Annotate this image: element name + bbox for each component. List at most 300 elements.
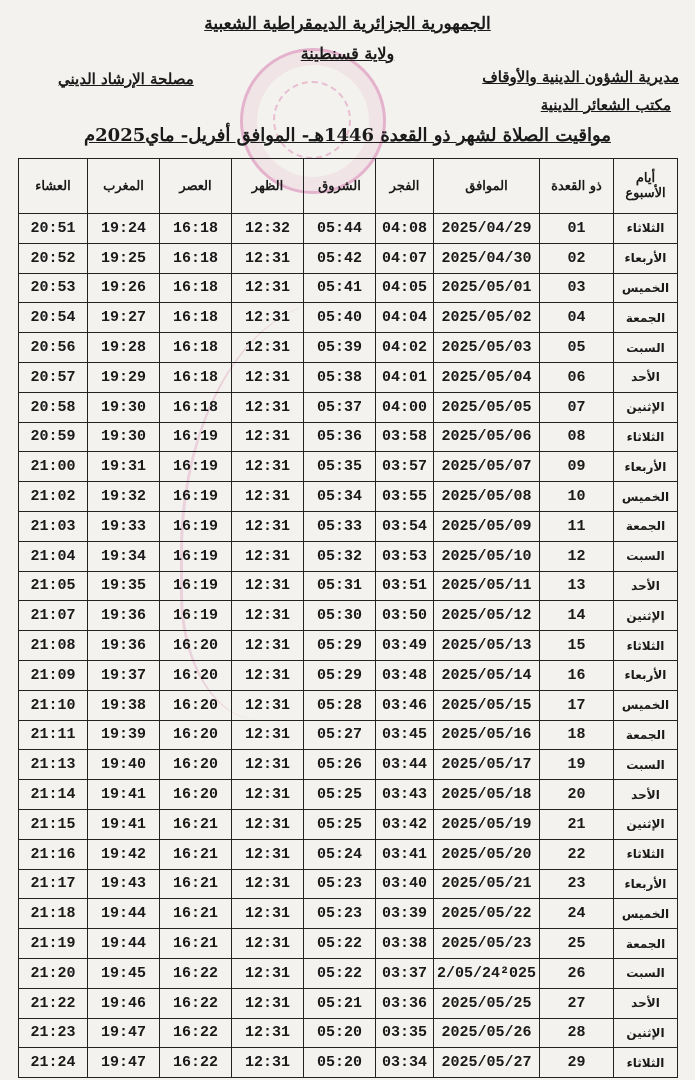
table-cell: 21:09 xyxy=(19,660,88,690)
table-cell: 12:31 xyxy=(232,392,304,422)
table-cell: 21:22 xyxy=(19,988,88,1018)
table-cell: 05:29 xyxy=(304,660,376,690)
table-cell: الخميس xyxy=(614,899,678,929)
table-row xyxy=(19,601,678,631)
table-cell: 2025/05/20 xyxy=(434,839,540,869)
table-cell: 05:37 xyxy=(304,392,376,422)
table-cell: 21:11 xyxy=(19,720,88,750)
table-cell: الإثنين xyxy=(614,392,678,422)
table-cell: 12 xyxy=(540,541,614,571)
table-cell: 16:20 xyxy=(160,780,232,810)
table-cell: الأربعاء xyxy=(614,243,678,273)
table-cell: 19:29 xyxy=(88,362,160,392)
table-cell: 2025/04/29 xyxy=(434,214,540,244)
table-cell: 03:49 xyxy=(376,631,434,661)
table-cell: 16:20 xyxy=(160,720,232,750)
table-cell: 19:26 xyxy=(88,273,160,303)
table-cell: 12:31 xyxy=(232,869,304,899)
table-row xyxy=(19,631,678,661)
table-cell: 19:42 xyxy=(88,839,160,869)
table-cell: 05:26 xyxy=(304,750,376,780)
table-cell: 19:36 xyxy=(88,601,160,631)
table-cell: 16:20 xyxy=(160,690,232,720)
table-cell: 2025/05/23 xyxy=(434,929,540,959)
table-row xyxy=(19,988,678,1018)
table-cell: الجمعة xyxy=(614,720,678,750)
table-cell: 01 xyxy=(540,214,614,244)
table-cell: 2025/05/09 xyxy=(434,511,540,541)
table-row xyxy=(19,750,678,780)
table-cell: 04:08 xyxy=(376,214,434,244)
table-cell: 19:41 xyxy=(88,780,160,810)
table-cell: 20:59 xyxy=(19,422,88,452)
table-cell: الجمعة xyxy=(614,511,678,541)
table-row xyxy=(19,333,678,363)
table-row xyxy=(19,690,678,720)
table-cell: 03:51 xyxy=(376,571,434,601)
table-cell: الإثنين xyxy=(614,601,678,631)
column-header: المغرب xyxy=(88,159,160,214)
table-cell: 2/05/24²025 xyxy=(434,958,540,988)
table-cell: الأحد xyxy=(614,362,678,392)
table-cell: 03:41 xyxy=(376,839,434,869)
column-header: الظهر xyxy=(232,159,304,214)
table-cell: 2025/05/16 xyxy=(434,720,540,750)
table-cell: 04:05 xyxy=(376,273,434,303)
table-cell: 05:22 xyxy=(304,958,376,988)
table-cell: 04 xyxy=(540,303,614,333)
table-cell: 21:24 xyxy=(19,1048,88,1078)
table-cell: 20:56 xyxy=(19,333,88,363)
table-cell: 22 xyxy=(540,839,614,869)
table-cell: 19:30 xyxy=(88,392,160,422)
table-cell: 12:31 xyxy=(232,362,304,392)
table-cell: السبت xyxy=(614,750,678,780)
table-cell: 19:37 xyxy=(88,660,160,690)
table-cell: 12:31 xyxy=(232,720,304,750)
table-cell: 03:37 xyxy=(376,958,434,988)
table-cell: 2025/05/04 xyxy=(434,362,540,392)
table-cell: 16:19 xyxy=(160,571,232,601)
table-cell: 12:31 xyxy=(232,422,304,452)
table-cell: 05:39 xyxy=(304,333,376,363)
table-cell: 05:32 xyxy=(304,541,376,571)
table-cell: 14 xyxy=(540,601,614,631)
table-cell: 2025/05/06 xyxy=(434,422,540,452)
table-cell: 19:41 xyxy=(88,809,160,839)
table-cell: 25 xyxy=(540,929,614,959)
table-cell: 03:45 xyxy=(376,720,434,750)
column-header: العصر xyxy=(160,159,232,214)
table-cell: 12:31 xyxy=(232,511,304,541)
table-cell: 03:36 xyxy=(376,988,434,1018)
table-cell: 05:42 xyxy=(304,243,376,273)
table-row xyxy=(19,780,678,810)
table-cell: 17 xyxy=(540,690,614,720)
table-row xyxy=(19,660,678,690)
table-cell: الإثنين xyxy=(614,809,678,839)
table-cell: 02 xyxy=(540,243,614,273)
table-cell: 05:44 xyxy=(304,214,376,244)
table-row xyxy=(19,958,678,988)
table-cell: 21:04 xyxy=(19,541,88,571)
table-cell: 29 xyxy=(540,1048,614,1078)
table-row xyxy=(19,243,678,273)
table-cell: 03:39 xyxy=(376,899,434,929)
table-cell: 23 xyxy=(540,869,614,899)
table-cell: 2025/05/03 xyxy=(434,333,540,363)
table-cell: 18 xyxy=(540,720,614,750)
table-cell: السبت xyxy=(614,333,678,363)
table-cell: 12:31 xyxy=(232,1048,304,1078)
prayer-times-table xyxy=(18,158,678,1078)
table-cell: 24 xyxy=(540,899,614,929)
table-cell: 16:18 xyxy=(160,243,232,273)
table-cell: 12:31 xyxy=(232,929,304,959)
table-cell: 19:46 xyxy=(88,988,160,1018)
table-cell: 05:28 xyxy=(304,690,376,720)
table-cell: 16:22 xyxy=(160,1048,232,1078)
table-cell: الثلاثاء xyxy=(614,422,678,452)
table-cell: 21 xyxy=(540,809,614,839)
table-cell: 04:01 xyxy=(376,362,434,392)
table-cell: 12:31 xyxy=(232,482,304,512)
table-row xyxy=(19,899,678,929)
table-cell: 03:50 xyxy=(376,601,434,631)
table-cell: 03:34 xyxy=(376,1048,434,1078)
table-cell: 16:18 xyxy=(160,303,232,333)
table-cell: 20:52 xyxy=(19,243,88,273)
table-cell: 19:34 xyxy=(88,541,160,571)
table-cell: 12:31 xyxy=(232,571,304,601)
table-cell: 16:18 xyxy=(160,214,232,244)
table-cell: 12:31 xyxy=(232,780,304,810)
table-cell: 21:20 xyxy=(19,958,88,988)
table-cell: 12:31 xyxy=(232,1018,304,1048)
table-cell: 2025/05/17 xyxy=(434,750,540,780)
table-row xyxy=(19,1018,678,1048)
table-cell: 05:21 xyxy=(304,988,376,1018)
table-cell: 12:31 xyxy=(232,690,304,720)
table-cell: الثلاثاء xyxy=(614,839,678,869)
table-cell: الخميس xyxy=(614,482,678,512)
table-cell: 08 xyxy=(540,422,614,452)
table-cell: 2025/05/14 xyxy=(434,660,540,690)
table-cell: 2025/05/27 xyxy=(434,1048,540,1078)
table-cell: 05:24 xyxy=(304,839,376,869)
table-cell: 05:23 xyxy=(304,899,376,929)
table-cell: الأربعاء xyxy=(614,452,678,482)
table-cell: 16:21 xyxy=(160,899,232,929)
table-cell: 12:31 xyxy=(232,660,304,690)
table-cell: 04:07 xyxy=(376,243,434,273)
table-cell: 26 xyxy=(540,958,614,988)
table-cell: 12:31 xyxy=(232,273,304,303)
table-row xyxy=(19,809,678,839)
table-cell: 20:58 xyxy=(19,392,88,422)
table-cell: 16:20 xyxy=(160,660,232,690)
table-cell: 16:21 xyxy=(160,809,232,839)
table-cell: 2025/05/15 xyxy=(434,690,540,720)
table-cell: 16:22 xyxy=(160,988,232,1018)
table-cell: 07 xyxy=(540,392,614,422)
table-row xyxy=(19,482,678,512)
table-cell: 19:36 xyxy=(88,631,160,661)
table-cell: الثلاثاء xyxy=(614,214,678,244)
table-cell: 05:20 xyxy=(304,1048,376,1078)
table-cell: 21:08 xyxy=(19,631,88,661)
table-cell: 2025/05/25 xyxy=(434,988,540,1018)
table-cell: 21:13 xyxy=(19,750,88,780)
table-cell: 16:20 xyxy=(160,631,232,661)
table-cell: 19:43 xyxy=(88,869,160,899)
table-cell: 21:15 xyxy=(19,809,88,839)
table-cell: 21:02 xyxy=(19,482,88,512)
table-cell: 20 xyxy=(540,780,614,810)
table-row xyxy=(19,214,678,244)
table-row xyxy=(19,541,678,571)
table-cell: 21:05 xyxy=(19,571,88,601)
table-cell: 05 xyxy=(540,333,614,363)
table-cell: 03:46 xyxy=(376,690,434,720)
table-row xyxy=(19,362,678,392)
table-cell: 19:47 xyxy=(88,1018,160,1048)
directorate-label: مديرية الشؤون الدينية والأوقاف xyxy=(482,68,679,86)
table-cell: الأربعاء xyxy=(614,660,678,690)
table-cell: 27 xyxy=(540,988,614,1018)
table-cell: 05:25 xyxy=(304,780,376,810)
table-cell: 03:40 xyxy=(376,869,434,899)
table-cell: 12:31 xyxy=(232,809,304,839)
table-row xyxy=(19,720,678,750)
table-cell: 20:51 xyxy=(19,214,88,244)
table-cell: 12:31 xyxy=(232,243,304,273)
table-cell: 16:18 xyxy=(160,362,232,392)
table-cell: 03 xyxy=(540,273,614,303)
table-cell: 2025/05/26 xyxy=(434,1018,540,1048)
table-cell: الأحد xyxy=(614,571,678,601)
table-cell: 05:22 xyxy=(304,929,376,959)
table-cell: 03:38 xyxy=(376,929,434,959)
table-cell: 19:39 xyxy=(88,720,160,750)
table-cell: 2025/05/08 xyxy=(434,482,540,512)
table-cell: 21:03 xyxy=(19,511,88,541)
table-cell: 11 xyxy=(540,511,614,541)
table-cell: 05:36 xyxy=(304,422,376,452)
table-cell: 19:25 xyxy=(88,243,160,273)
table-cell: الثلاثاء xyxy=(614,631,678,661)
table-cell: 12:31 xyxy=(232,988,304,1018)
table-cell: السبت xyxy=(614,541,678,571)
table-cell: 10 xyxy=(540,482,614,512)
table-cell: 19:31 xyxy=(88,452,160,482)
table-cell: 16:18 xyxy=(160,273,232,303)
table-cell: 2025/05/13 xyxy=(434,631,540,661)
table-cell: 2025/05/10 xyxy=(434,541,540,571)
table-cell: 16:19 xyxy=(160,511,232,541)
table-cell: الخميس xyxy=(614,273,678,303)
table-cell: 16:19 xyxy=(160,422,232,452)
table-cell: 19:30 xyxy=(88,422,160,452)
table-cell: 03:43 xyxy=(376,780,434,810)
table-cell: 21:00 xyxy=(19,452,88,482)
table-cell: 03:35 xyxy=(376,1018,434,1048)
table-cell: 16:19 xyxy=(160,541,232,571)
table-cell: 05:33 xyxy=(304,511,376,541)
table-cell: 2025/05/02 xyxy=(434,303,540,333)
table-cell: الإثنين xyxy=(614,1018,678,1048)
table-cell: 2025/05/11 xyxy=(434,571,540,601)
table-cell: 19:24 xyxy=(88,214,160,244)
table-cell: 13 xyxy=(540,571,614,601)
table-cell: 2025/05/05 xyxy=(434,392,540,422)
table-cell: 2025/05/21 xyxy=(434,869,540,899)
table-row xyxy=(19,392,678,422)
table-cell: 16:19 xyxy=(160,452,232,482)
table-cell: 12:31 xyxy=(232,631,304,661)
table-cell: 19:35 xyxy=(88,571,160,601)
table-cell: 03:57 xyxy=(376,452,434,482)
table-cell: 20:53 xyxy=(19,273,88,303)
table-cell: 21:07 xyxy=(19,601,88,631)
table-cell: 2025/05/12 xyxy=(434,601,540,631)
table-cell: الجمعة xyxy=(614,929,678,959)
table-cell: الخميس xyxy=(614,690,678,720)
table-cell: 16 xyxy=(540,660,614,690)
table-cell: 19:45 xyxy=(88,958,160,988)
table-cell: السبت xyxy=(614,958,678,988)
table-cell: 21:14 xyxy=(19,780,88,810)
service-label: مصلحة الإرشاد الديني xyxy=(58,70,194,88)
table-cell: 2025/05/22 xyxy=(434,899,540,929)
table-cell: 16:20 xyxy=(160,750,232,780)
table-cell: 03:55 xyxy=(376,482,434,512)
table-cell: 05:38 xyxy=(304,362,376,392)
table-cell: 16:21 xyxy=(160,929,232,959)
table-cell: 04:02 xyxy=(376,333,434,363)
republic-heading: الجمهورية الجزائرية الديمقراطية الشعبية xyxy=(204,14,491,34)
table-header-row xyxy=(19,159,678,214)
table-cell: 19:47 xyxy=(88,1048,160,1078)
table-cell: 19 xyxy=(540,750,614,780)
table-row xyxy=(19,273,678,303)
table-row xyxy=(19,839,678,869)
table-cell: 16:18 xyxy=(160,333,232,363)
column-header: أيام الأسبوع xyxy=(614,159,678,214)
table-cell: 12:31 xyxy=(232,601,304,631)
column-header: ذو القعدة xyxy=(540,159,614,214)
table-cell: 19:44 xyxy=(88,929,160,959)
table-cell: الثلاثاء xyxy=(614,1048,678,1078)
table-cell: 05:25 xyxy=(304,809,376,839)
table-cell: 05:29 xyxy=(304,631,376,661)
table-cell: 2025/05/18 xyxy=(434,780,540,810)
table-cell: 16:22 xyxy=(160,958,232,988)
table-cell: 16:21 xyxy=(160,869,232,899)
table-row xyxy=(19,929,678,959)
column-header: العشاء xyxy=(19,159,88,214)
table-cell: 03:58 xyxy=(376,422,434,452)
table-cell: 16:21 xyxy=(160,839,232,869)
table-cell: 12:31 xyxy=(232,899,304,929)
table-cell: 16:18 xyxy=(160,392,232,422)
table-cell: 21:16 xyxy=(19,839,88,869)
table-cell: 2025/05/01 xyxy=(434,273,540,303)
table-cell: 12:31 xyxy=(232,541,304,571)
table-cell: 21:10 xyxy=(19,690,88,720)
column-header: الفجر xyxy=(376,159,434,214)
table-cell: 05:31 xyxy=(304,571,376,601)
table-cell: 19:33 xyxy=(88,511,160,541)
table-cell: 16:19 xyxy=(160,601,232,631)
table-row xyxy=(19,869,678,899)
table-row xyxy=(19,452,678,482)
table-cell: 19:32 xyxy=(88,482,160,512)
table-cell: 2025/05/07 xyxy=(434,452,540,482)
table-cell: 21:19 xyxy=(19,929,88,959)
table-cell: 19:40 xyxy=(88,750,160,780)
table-cell: 05:34 xyxy=(304,482,376,512)
column-header: الموافق xyxy=(434,159,540,214)
table-row xyxy=(19,511,678,541)
table-cell: 04:00 xyxy=(376,392,434,422)
table-cell: 12:31 xyxy=(232,839,304,869)
table-row xyxy=(19,1048,678,1078)
table-cell: 03:44 xyxy=(376,750,434,780)
office-label: مكتب الشعائر الدينية xyxy=(540,96,671,114)
table-cell: 05:27 xyxy=(304,720,376,750)
table-cell: 05:30 xyxy=(304,601,376,631)
table-cell: 12:31 xyxy=(232,333,304,363)
table-cell: 19:38 xyxy=(88,690,160,720)
table-cell: 12:31 xyxy=(232,750,304,780)
table-cell: 19:28 xyxy=(88,333,160,363)
table-cell: 16:22 xyxy=(160,1018,232,1048)
table-row xyxy=(19,571,678,601)
table-cell: 03:53 xyxy=(376,541,434,571)
table-cell: 05:20 xyxy=(304,1018,376,1048)
table-cell: 06 xyxy=(540,362,614,392)
wilaya-heading: ولاية قسنطينة xyxy=(300,44,395,63)
table-cell: الأربعاء xyxy=(614,869,678,899)
table-cell: الجمعة xyxy=(614,303,678,333)
table-cell: 28 xyxy=(540,1018,614,1048)
table-cell: 15 xyxy=(540,631,614,661)
table-cell: 12:31 xyxy=(232,452,304,482)
table-cell: 05:41 xyxy=(304,273,376,303)
table-cell: 2025/05/19 xyxy=(434,809,540,839)
table-cell: الأحد xyxy=(614,988,678,1018)
table-cell: الأحد xyxy=(614,780,678,810)
table-cell: 03:54 xyxy=(376,511,434,541)
table-cell: 2025/04/30 xyxy=(434,243,540,273)
table-cell: 21:17 xyxy=(19,869,88,899)
column-header: الشروق xyxy=(304,159,376,214)
table-cell: 20:57 xyxy=(19,362,88,392)
table-cell: 03:42 xyxy=(376,809,434,839)
page-title: مواقيت الصلاة لشهر ذو القعدة 1446هـ- الموافق أفريل- ماي2025م xyxy=(84,125,611,146)
table-cell: 16:19 xyxy=(160,482,232,512)
table-cell: 19:27 xyxy=(88,303,160,333)
table-cell: 05:23 xyxy=(304,869,376,899)
table-cell: 04:04 xyxy=(376,303,434,333)
table-cell: 12:31 xyxy=(232,303,304,333)
table-row xyxy=(19,303,678,333)
table-cell: 19:44 xyxy=(88,899,160,929)
table-cell: 20:54 xyxy=(19,303,88,333)
table-cell: 09 xyxy=(540,452,614,482)
table-cell: 12:32 xyxy=(232,214,304,244)
